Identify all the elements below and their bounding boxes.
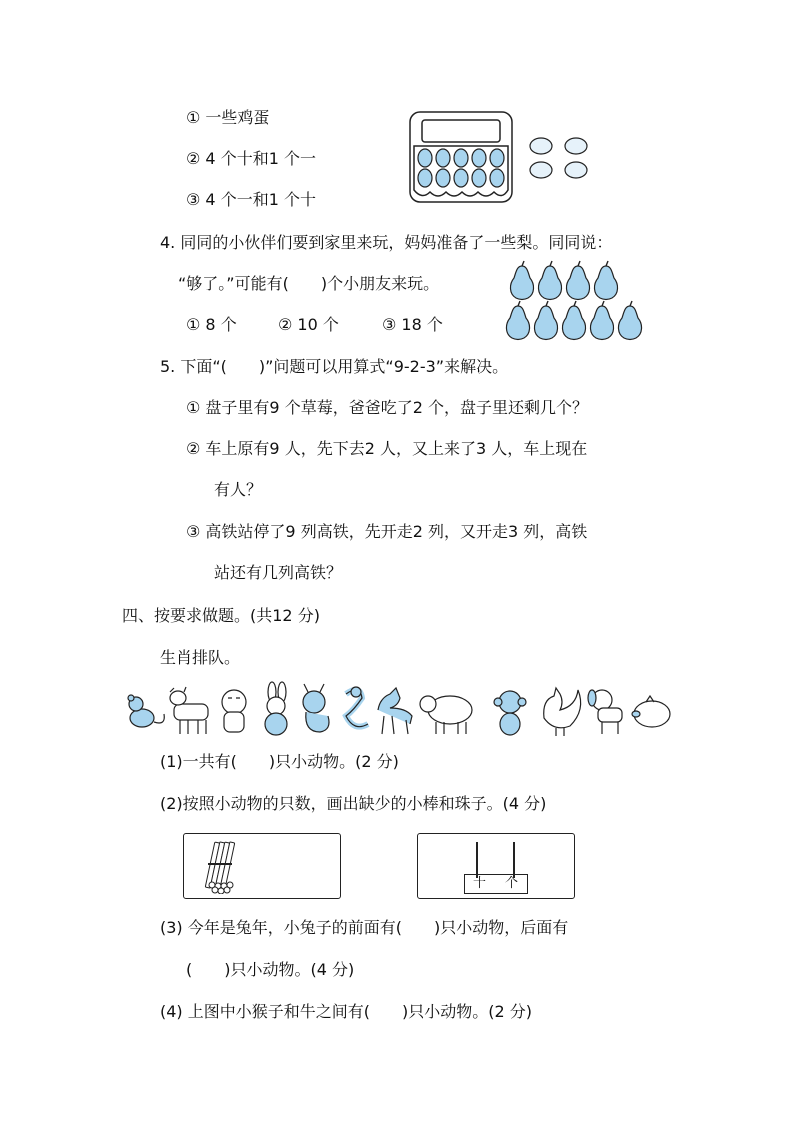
- pears-illustration: [504, 260, 654, 346]
- q5-option-2-line2: 有人？: [214, 480, 263, 499]
- option-3: ③ 4 个一和1 个十: [186, 190, 316, 209]
- section-4-title: 四、按要求做题。(共12 分): [122, 606, 320, 625]
- section-4-q1: (1)一共有( )只小动物。(2 分): [160, 752, 399, 771]
- option-1: ① 一些鸡蛋: [186, 108, 270, 127]
- dog-icon: [588, 690, 622, 734]
- rat-icon: [128, 695, 164, 727]
- ox-icon: [170, 687, 208, 734]
- q5-option-3-line1: ③ 高铁站停了9 列高铁，先开走2 列，又开走3 列，高铁: [186, 522, 588, 541]
- ones-rod: [513, 842, 515, 878]
- q5-stem: 5. 下面“( )”问题可以用算式“9-2-3”来解决。: [160, 357, 509, 376]
- section-4-subtitle: 生肖排队。: [160, 648, 241, 667]
- abacus-answer-box[interactable]: [417, 833, 575, 899]
- option-2: ② 4 个十和1 个一: [186, 149, 316, 168]
- section-4-q2: (2)按照小动物的只数，画出缺少的小棒和珠子。(4 分): [160, 794, 547, 813]
- q5-option-1: ① 盘子里有9 个草莓，爸爸吃了2 个，盘子里还剩几个？: [186, 398, 588, 417]
- monkey-icon: [494, 691, 526, 735]
- stick-bundle-icon: [198, 840, 242, 894]
- q5-option-2-line1: ② 车上原有9 人，先下去2 人，又上来了3 人，车上现在: [186, 439, 588, 458]
- tiger-icon: [222, 690, 246, 732]
- pig-icon: [632, 696, 670, 727]
- section-4-q3-line2: ( )只小动物。(4 分): [186, 960, 355, 979]
- q5-option-3-line2: 站还有几列高铁？: [214, 563, 343, 582]
- q4-stem-line2: “够了。”可能有( )个小朋友来玩。: [178, 274, 440, 293]
- q4-option-3: ③ 18 个: [382, 315, 443, 334]
- zodiac-animals-row: [124, 680, 674, 740]
- section-4-q3-line1: (3) 今年是兔年，小兔子的前面有( )只小动物，后面有: [160, 918, 569, 937]
- sticks-answer-box[interactable]: [183, 833, 341, 899]
- dragon-icon: [303, 684, 329, 732]
- tens-label: 十: [473, 876, 487, 891]
- q4-stem-line1: 4. 同同的小伙伴们要到家里来玩，妈妈准备了一些梨。同同说：: [160, 233, 613, 252]
- horse-icon: [378, 688, 412, 734]
- q4-option-2: ② 10 个: [278, 315, 339, 334]
- rabbit-icon: [265, 682, 287, 735]
- abacus-base: [464, 874, 528, 894]
- rooster-icon: [544, 688, 581, 736]
- snake-icon: [346, 687, 368, 727]
- egg-carton-illustration: [406, 110, 606, 206]
- section-4-q4: (4) 上图中小猴子和牛之间有( )只小动物。(2 分): [160, 1002, 532, 1021]
- tens-rod: [476, 842, 478, 878]
- q4-option-1: ① 8 个: [186, 315, 237, 334]
- ones-label: 个: [505, 876, 519, 891]
- sheep-icon: [420, 696, 472, 734]
